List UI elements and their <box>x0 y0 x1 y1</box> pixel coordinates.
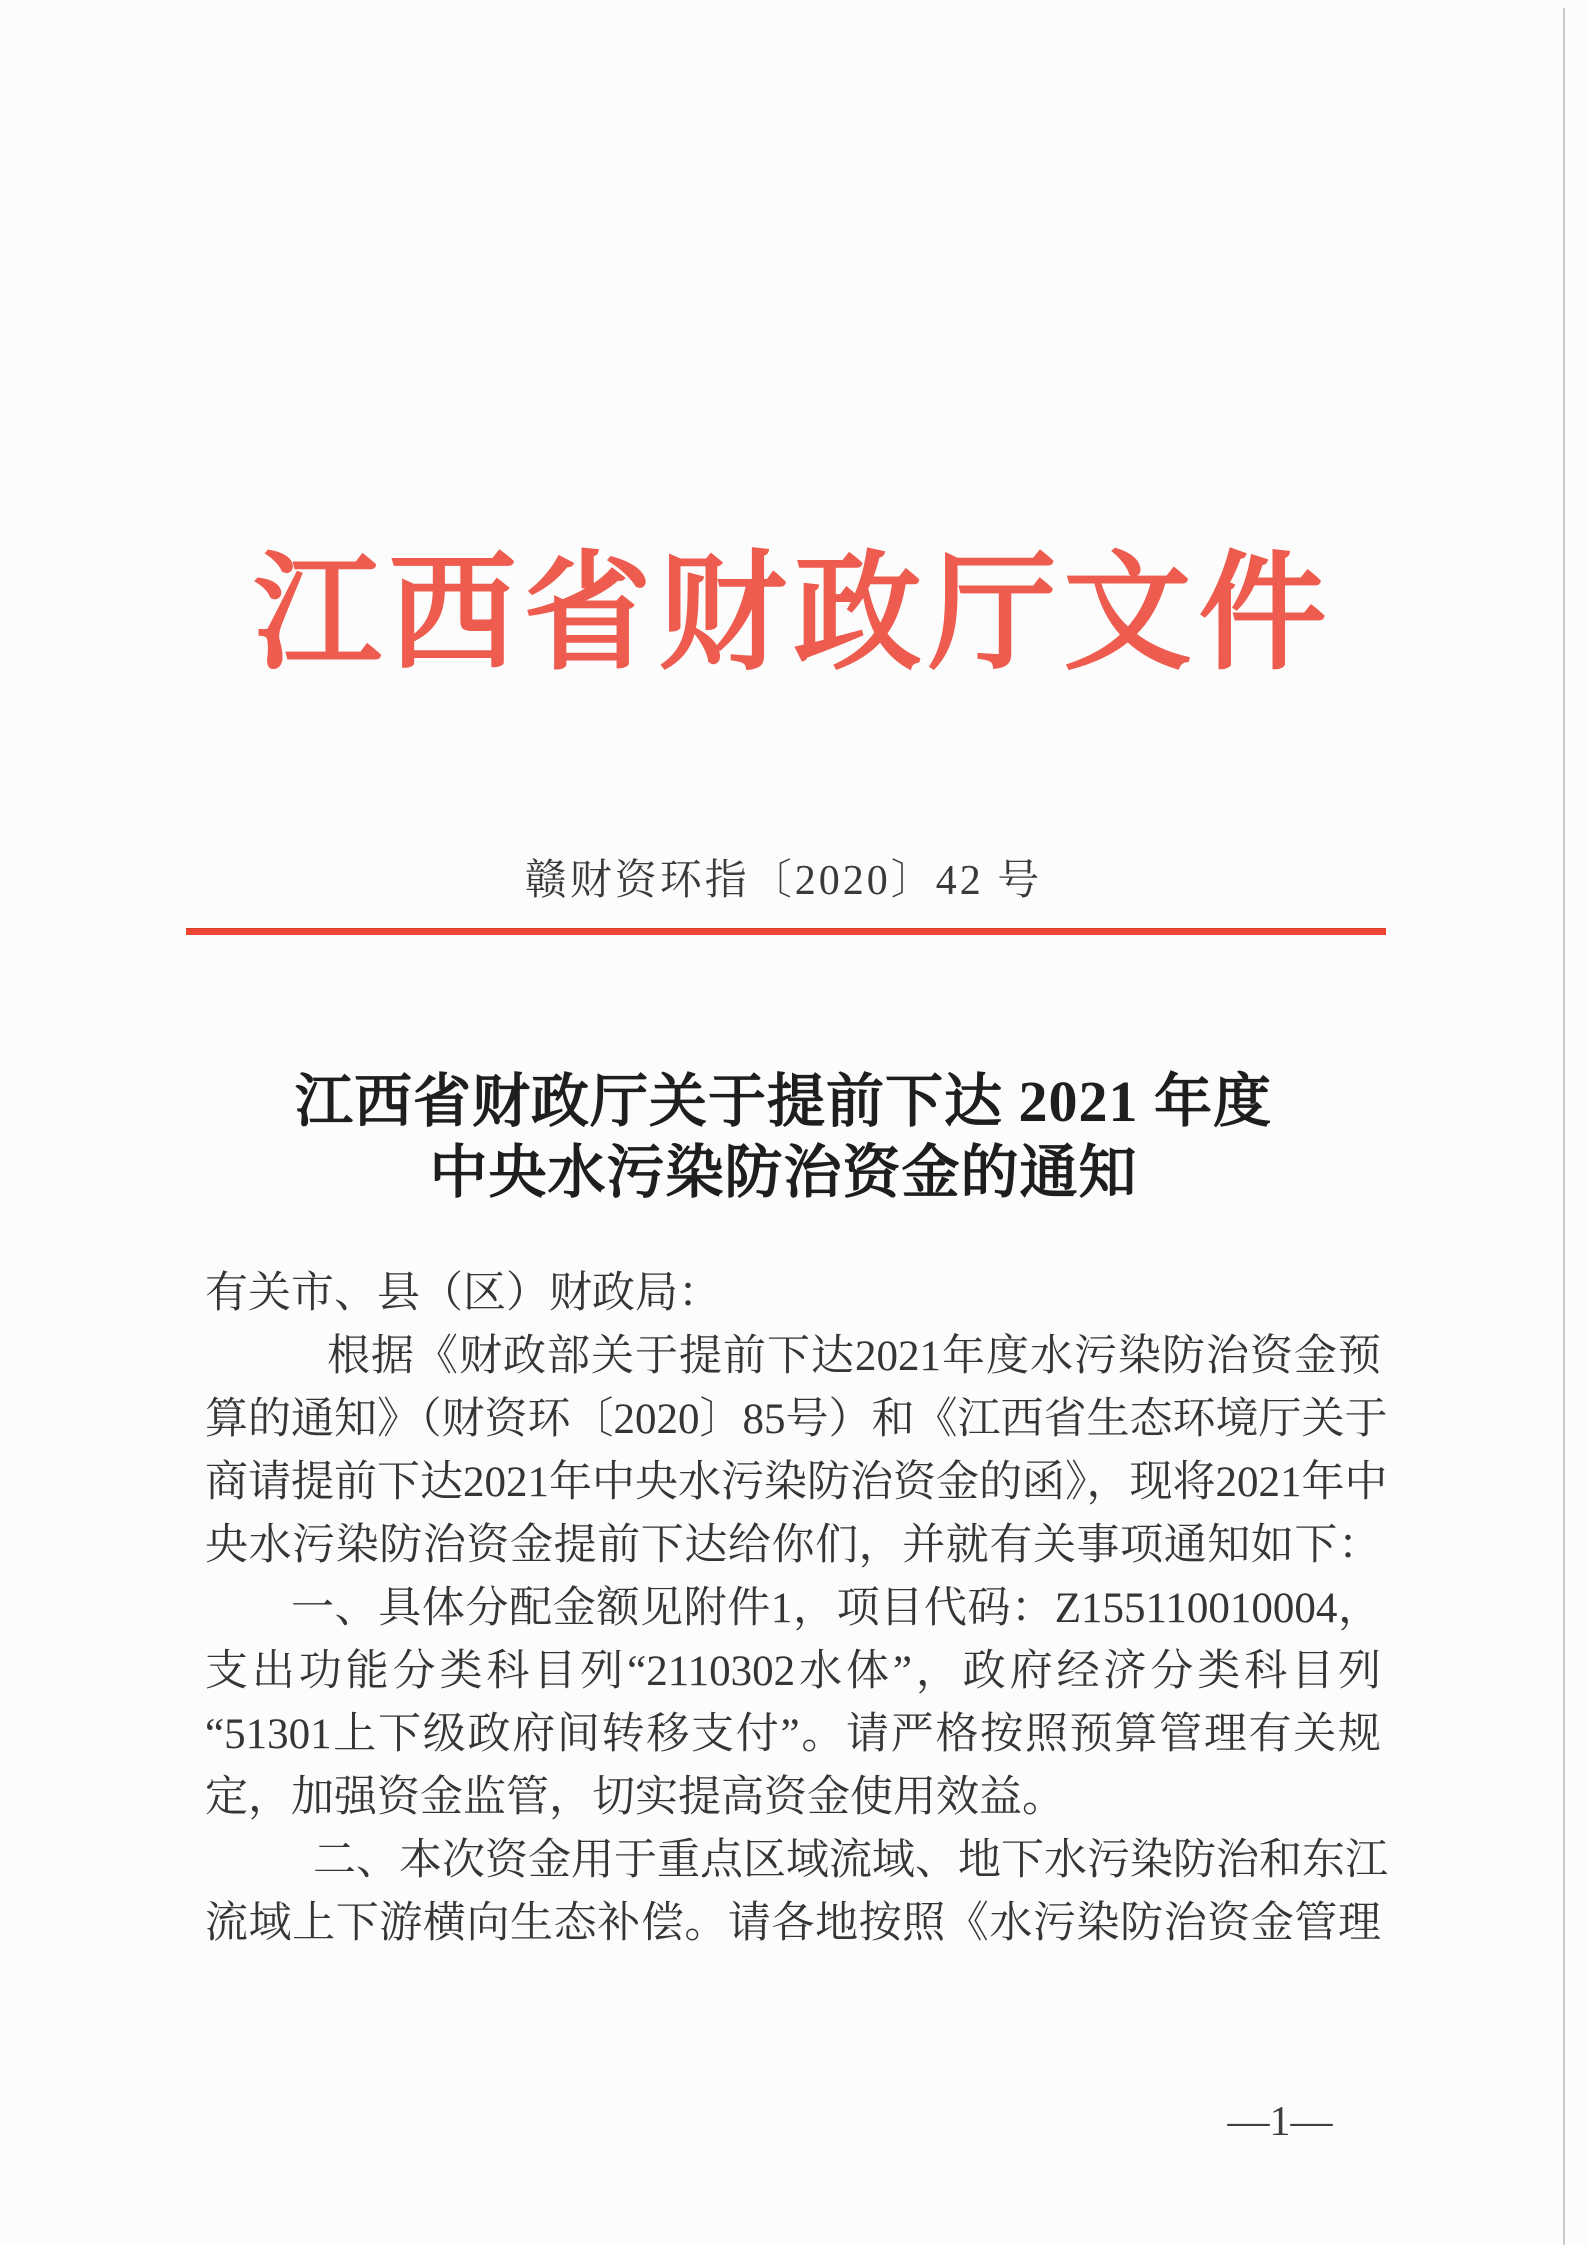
notice-body <box>205 1262 1388 1955</box>
body-line: 根据《财政部关于提前下达2021年度水污染防治资金预 <box>327 1333 1381 1380</box>
body-line-item-1: 一、具体分配金额见附件1，项目代码：Z155110010004， <box>291 1585 1381 1632</box>
body-line: 央水污染防治资金提前下达给你们，并就有关事项通知如下： <box>205 1522 1381 1569</box>
notice-title <box>0 1066 1567 1208</box>
notice-title-line2: 中央水污染防治资金的通知 <box>429 1140 1138 1205</box>
document-number: 赣财资环指〔2020〕42 号 <box>524 858 1043 904</box>
page-number: —1— <box>1227 2099 1333 2145</box>
body-line: 流域上下游横向生态补偿。请各地按照《水污染防治资金管理 <box>205 1900 1381 1947</box>
red-separator-rule <box>186 928 1386 935</box>
body-line-item-2: 二、本次资金用于重点区域流域、地下水污染防治和东江 <box>313 1837 1388 1884</box>
body-line: 商请提前下达2021年中央水污染防治资金的函》，现将2021年中 <box>205 1459 1388 1506</box>
body-line: “51301上下级政府间转移支付”。请严格按照预算管理有关规 <box>205 1711 1381 1758</box>
body-line: 算的通知》（财资环〔2020〕85号）和《江西省生态环境厅关于 <box>205 1396 1388 1443</box>
body-line-salutation: 有关市、县（区）财政局： <box>205 1270 721 1317</box>
body-line: 支出功能分类科目列“2110302水体”，政府经济分类科目列 <box>205 1648 1381 1695</box>
notice-title-line1: 江西省财政厅关于提前下达 2021 年度 <box>294 1069 1272 1134</box>
letterhead-title: 江西省财政厅文件 <box>253 543 1334 685</box>
body-line: 定，加强资金监管，切实提高资金使用效益。 <box>205 1774 1065 1821</box>
